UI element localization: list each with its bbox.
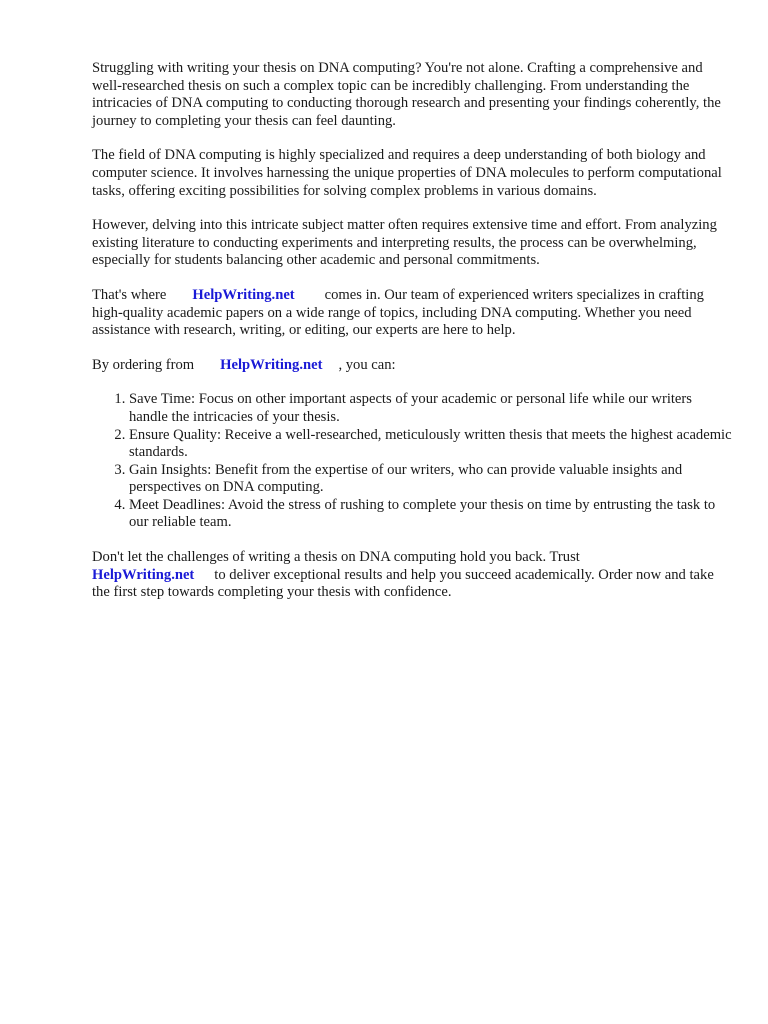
benefits-list (92, 391, 732, 532)
paragraph-intro: Struggling with writing your thesis on DNA computing? You're not alone. Crafting a comprehensive and well-researched thesis on such a complex topic can be incredibly challenging. From understanding the intricacies of DNA computing to conducting thorough research and presenting your findings coherently, the journey to completing your thesis can feel daunting. (92, 60, 721, 129)
list-item: 2. Ensure Quality: Receive a well-researched, meticulously written thesis that meets the highest academic standards. (129, 427, 732, 462)
paragraph-field: The field of DNA computing is highly specialized and requires a deep understanding of both biology and computer science. It involves harnessing the unique properties of DNA molecules to perform computational tasks, offering exciting possibilities for solving complex problems in various domains. (92, 147, 722, 199)
paragraph-service (92, 287, 732, 340)
closing-lead-text: Don't let the challenges of writing a thesis on DNA computing hold you back. Trust (92, 549, 580, 566)
ordering-tail-text: , you can: (338, 356, 396, 373)
paragraph-ordering (92, 357, 732, 375)
helpwriting-link-ordering[interactable]: HelpWriting.net (220, 356, 323, 373)
closing-body-text: to deliver exceptional results and help you succeed academically. Order now and take the first step towards completing your thesis with confidence. (92, 566, 714, 601)
ordering-lead-text: By ordering from (92, 356, 195, 373)
document-page (92, 60, 732, 619)
list-item: 3. Gain Insights: Benefit from the expertise of our writers, who can provide valuable insights and perspectives on DNA computing. (129, 462, 732, 497)
list-item: 4. Meet Deadlines: Avoid the stress of rushing to complete your thesis on time by entrusting the task to our reliable team. (129, 497, 732, 532)
service-lead-text: That's where (92, 286, 167, 303)
helpwriting-link-closing[interactable]: HelpWriting.net (92, 566, 195, 583)
paragraph-closing (92, 549, 732, 602)
helpwriting-link-service[interactable]: HelpWriting.net (192, 286, 295, 303)
service-body-text: comes in. Our team of experienced writers specializes in crafting high-quality academic papers on a wide range of topics, including DNA computing. Whether you need assistance with research, writing, or editing, our experts are here to help. (92, 286, 704, 339)
paragraph-challenge: However, delving into this intricate subject matter often requires extensive time and effort. From analyzing existing literature to conducting experiments and interpreting results, the process can be overwhelming, especially for students balancing other academic and personal commitments. (92, 217, 717, 269)
list-item: 1. Save Time: Focus on other important aspects of your academic or personal life while our writers handle the intricacies of your thesis. (129, 391, 732, 426)
